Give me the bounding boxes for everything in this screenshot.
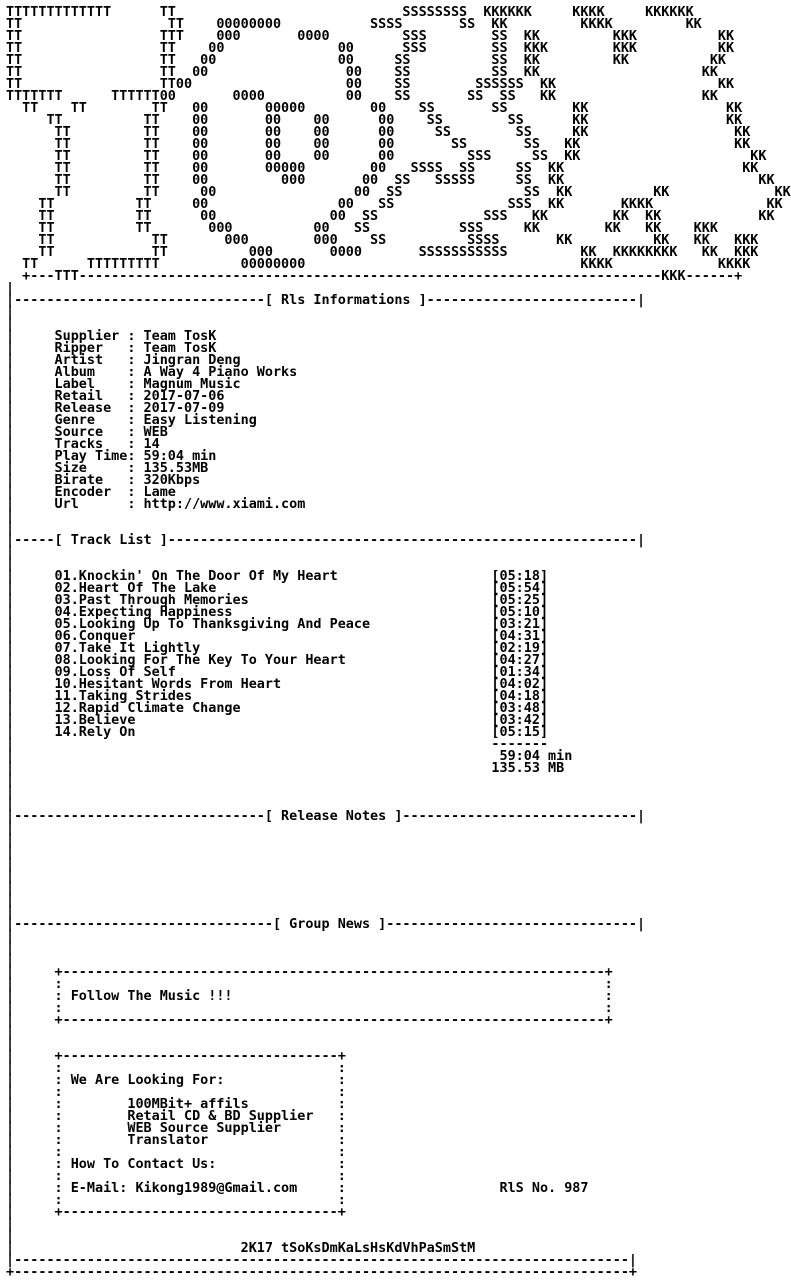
tosk-ascii-logo: TTTTTTTTTTTTT TT SSSSSSSS KKKKKK KKKK KKKKKK TT TT 00000000 SSSS SS KK KKKK KK TT TTT 000 0000 SSS SS KK KKK KK TT TT 00 00 SSS SS KKK KKK KK TT TT 00 00 SS SS KK KK KK TT TT 00 00 SS SS KK KK TT TT00 00 SS SSSSSS KK KK TTTTTTT TTTTTT00 0000 00 SS SS SS KK KK TT TT TT 00 00000 00 SS SS KK KK TT TT 00 00 00 00 SS SS KK KK TT TT 00 00 00 00 SS SS KK KK TT TT 00 00 00 00 SS SS KK KK TT TT 00 00 00 00 SSS SS KK KK TT TT 00 00000 00 SSSS SS SS KK KK TT TT 00 000 00 SS SSSSS SS KK KK TT TT 00 00 SS SS KK KK KK TT TT 00 00 SS SSS KK KKKK KK TT TT 00 00 SS SSS KK KK KK KK TT TT 000 00 SS SSS KK KK KK KKK TT TT 000 000 SS SSSS KK KK KK KKK TT TT 000 0000 SSSSSSSSSSS KK KKKKKKKK KK KKK TT TTTTTTTTT 00000000 KKKK KKKK +---TTT------------------------------------------------------------------------KKK------+ bbox=[6, 5, 791, 284]
nfo-body-text: | |-------------------------------[ Rls Informations ]--------------------------| | | | Supplier : Team TosK | Ripper : Team TosK | Artist : Jingran Deng | Album : A Way 4 Piano Works | Label : Magnum Music | Retail : 2017-07-06 | Release : 2017-07-09 | Genre : Easy Listening | Source : WEB | Tracks : 14 | Play Time: 59:04 min | Size : 135.53MB | Birate : 320Kbps | Encoder : Lame | Url : http://www.xiami.com | | |-----[ Track List ]----------------------------------------------------------| | | | 01.Knockin' On The Door Of My Heart [05:18] | 02.Heart Of The Lake [05:54] | 03.Past Through Memories [05:25] | 04.Expecting Happiness [05:10] | 05.Looking Up To Thanksgiving And Peace [03:21] | 06.Conquer [04:31] | 07.Take It Lightly [02:19] | 08.Looking For The Key To Your Heart [04:27] | 09.Loss Of Self [01:34] | 10.Hesitant Words From Heart [04:02] | 11.Taking Strides [04:18] | 12.Rapid Climate Change [03:48] | 13.Believe [03:42] | 14.Rely On [05:15] | ------- | 59:04 min | 135.53 MB | | | |-------------------------------[ Release Notes ]-----------------------------| | | | | | | | | |--------------------------------[ Group News ]-------------------------------| | | | | +-------------------------------------------------------------------+ | : : | : Follow The Music !!! : | : : | +-------------------------------------------------------------------+ | | | +----------------------------------+ | : : | : We Are Looking For: : | : : | : 100MBit+ affils : | : Retail CD & BD Supplier : | : WEB Source Supplier : | : Translator : | : : | : How To Contact Us: : | : : | : E-Mail: Kikong1989@Gmail.com : RlS No. 987 | : : | +----------------------------------+ | | | 2K17 tSoKsDmKaLsHsKdVhPaSmStM |----------------------------------------------------------------------------| +----------------------------------------------------------------------------+ bbox=[6, 281, 646, 1280]
